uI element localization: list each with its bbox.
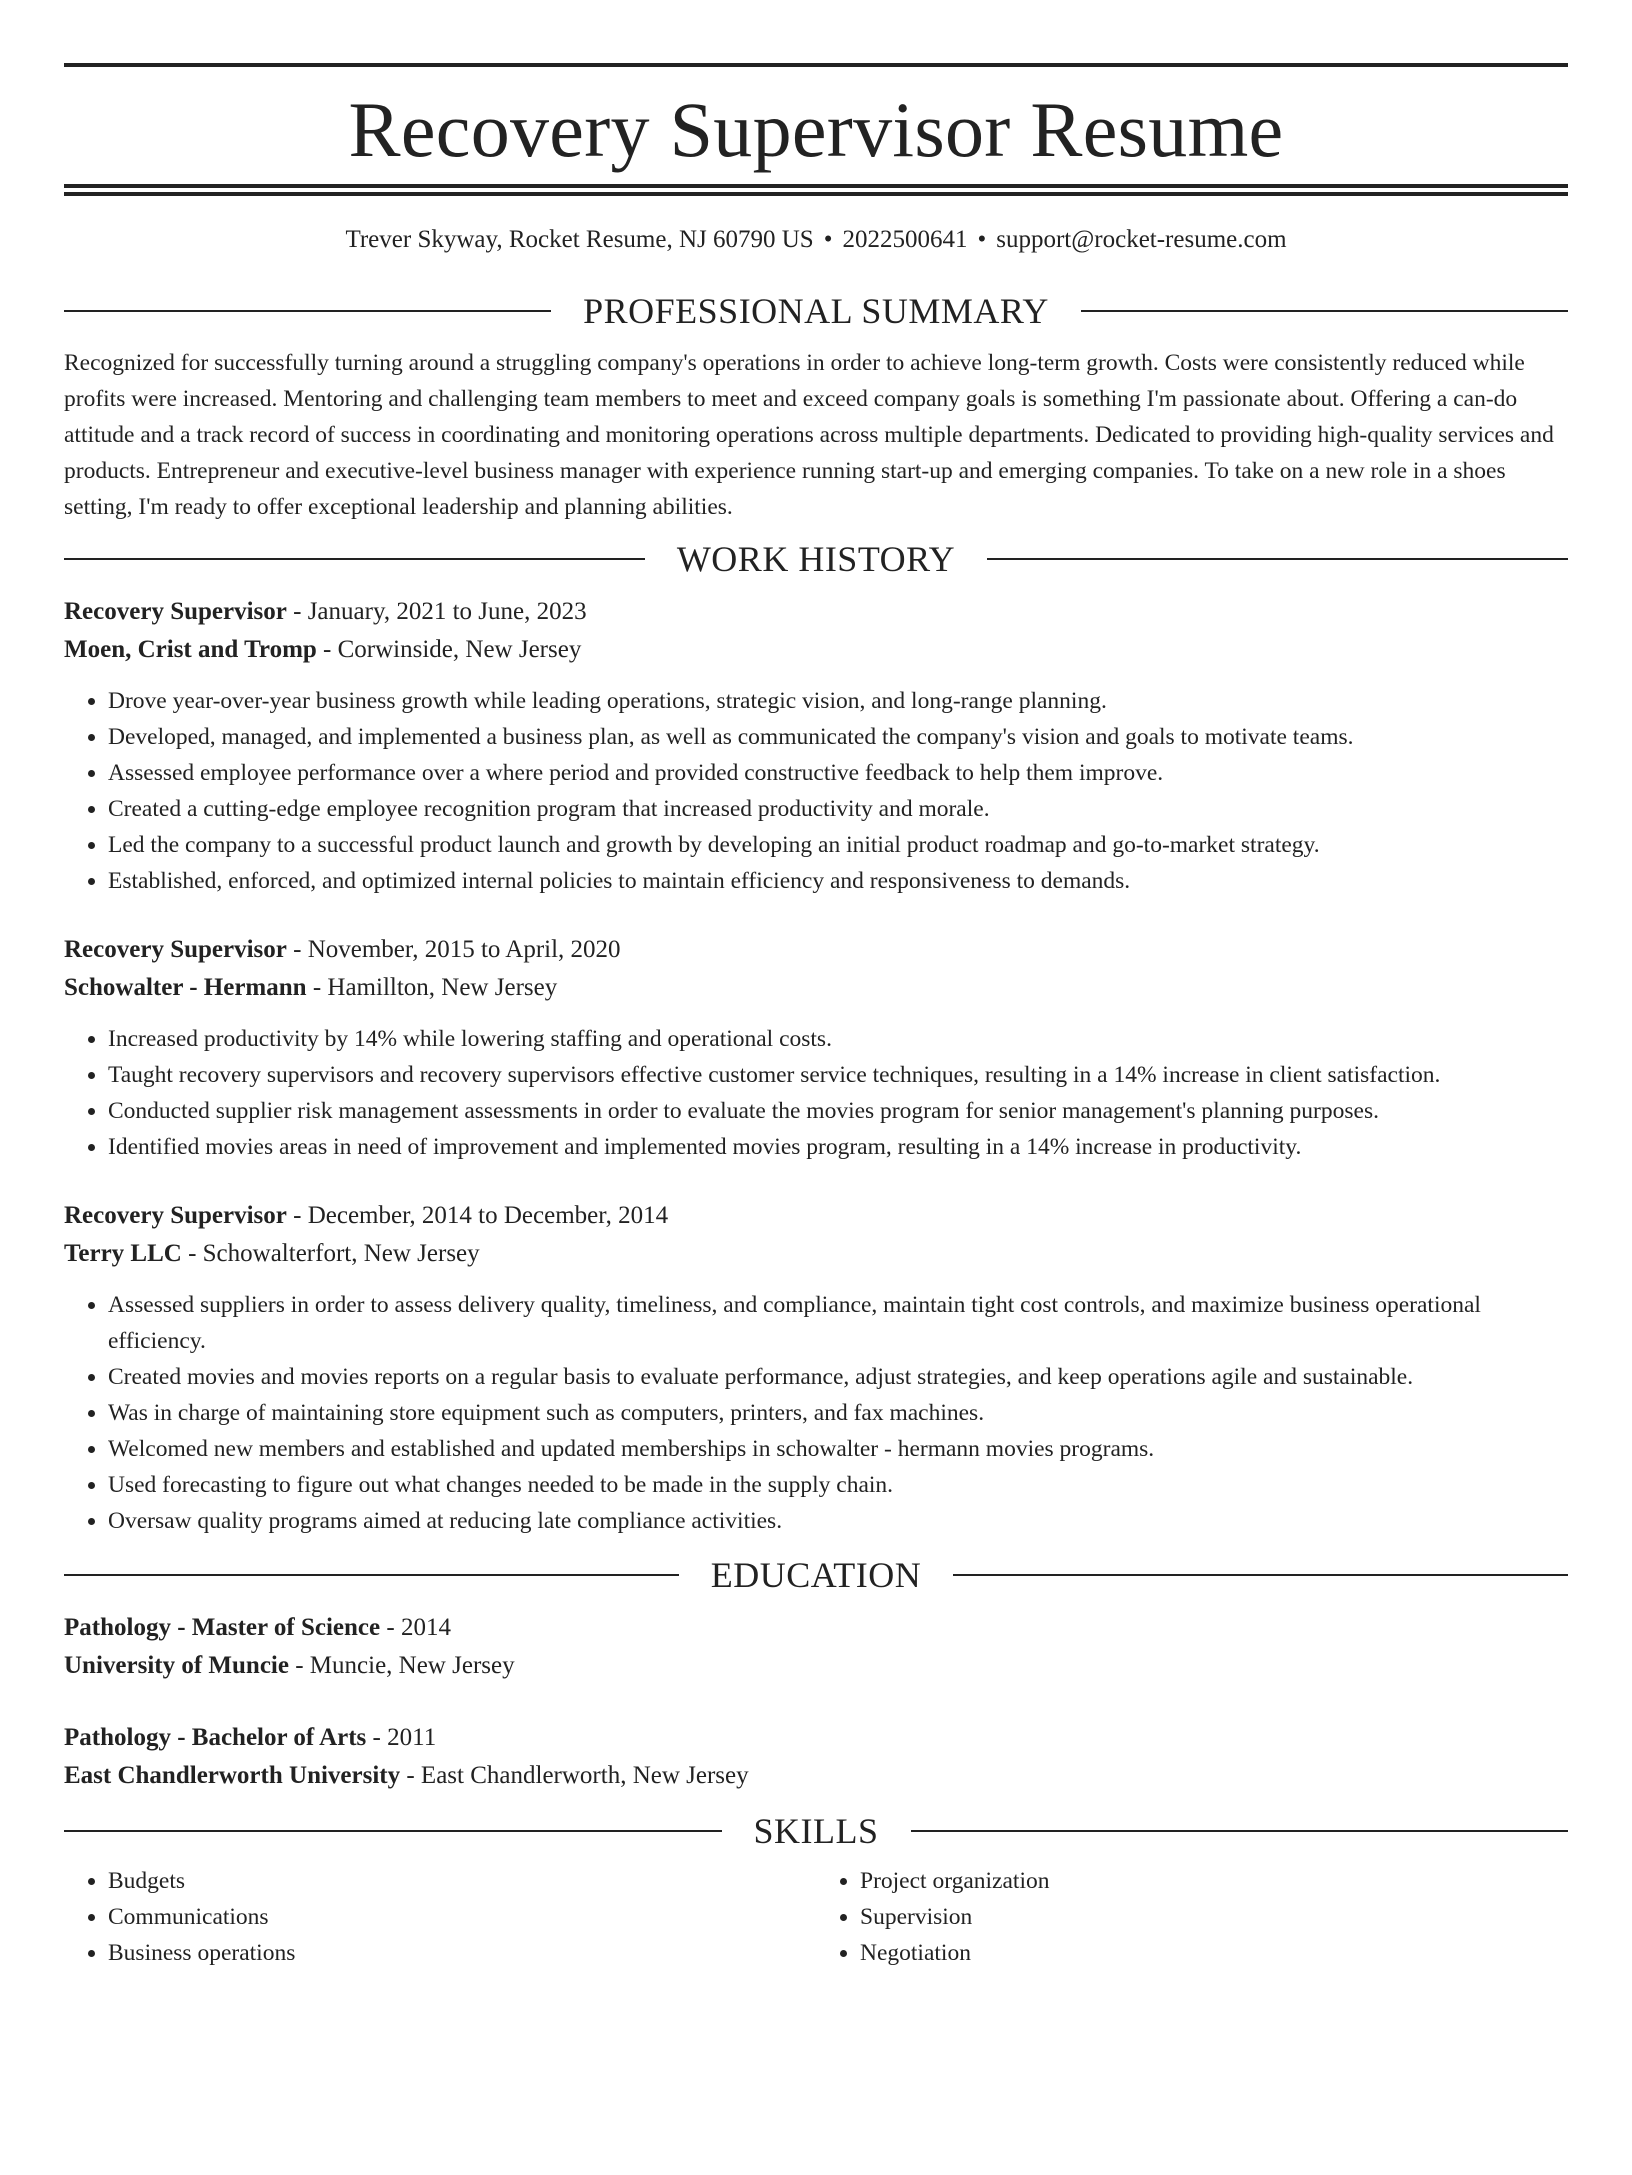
job-company-line [64,969,1568,1007]
education-school-line [64,1647,1568,1685]
list-item: • Increased productivity by 14% while lowering staffing and operational costs. [108,1021,1568,1057]
education-entry [64,1609,1568,1685]
list-item: • Developed, managed, and implemented a business plan, as well as communicated the company's vision and goals to motivate teams. [108,719,1568,755]
section-heading-label: EDUCATION [710,1555,922,1595]
job-title-line [64,1197,1568,1235]
job-title: Recovery Supervisor [64,598,287,625]
skills-list [64,1863,1568,1971]
contact-separator: • [823,226,833,253]
education-location: - East Chandlerworth, New Jersey [400,1762,749,1789]
contact-line [64,225,1568,255]
contact-address: Trever Skyway, Rocket Resume, NJ 60790 US [345,226,814,253]
list-item: • Drove year-over-year business growth while leading operations, strategic vision, and long-range planning. [108,683,1568,719]
job-bullets [64,1021,1568,1165]
job-location: - Schowalterfort, New Jersey [181,1240,480,1267]
education-degree: Pathology - Bachelor of Arts [64,1724,367,1751]
job-company: Schowalter - Hermann [64,974,307,1001]
contact-separator: • [977,226,987,253]
resume-page [0,63,1632,2175]
job-company-line [64,631,1568,669]
education-degree: Pathology - Master of Science [64,1614,381,1641]
job-title: Recovery Supervisor [64,1202,287,1229]
list-item: • Created a cutting-edge employee recognition program that increased productivity and morale. [108,791,1568,827]
job-location: - Hamillton, New Jersey [306,974,558,1001]
education-location: - Muncie, New Jersey [288,1652,515,1679]
job-entry [64,593,1568,899]
summary-paragraph: Recognized for successfully turning around a struggling company's operations in order to achieve long-term growth. Costs were consistently reduced while profits were increased. Mentoring and challenging team members to meet and exceed company goals is something I'm passionate about. Offering a can-do attitude and a track record of success in coordinating and monitoring operations across multiple departments. Dedicated to providing high-quality services and products. Entrepreneur and executive-level business manager with experience running start-up and emerging companies. To take on a new role in a shoes setting, I'm ready to offer exceptional leadership and planning abilities. [64,350,1554,520]
education-year: - 2014 [380,1614,451,1641]
job-dates: - December, 2014 to December, 2014 [286,1202,669,1229]
list-item: • Budgets [108,1863,816,1899]
list-item: • Assessed suppliers in order to assess delivery quality, timeliness, and compliance, maintain tight cost controls, and maximize business operational efficiency. [108,1287,1568,1359]
list-item: • Welcomed new members and established and updated memberships in schowalter - hermann movies programs. [108,1431,1568,1467]
job-title-line [64,931,1568,969]
job-company-line [64,1235,1568,1273]
list-item: • Business operations [108,1935,816,1971]
skills-column-right [816,1863,1568,1971]
job-title: Recovery Supervisor [64,936,287,963]
list-item: • Led the company to a successful product launch and growth by developing an initial product roadmap and go-to-market strategy. [108,827,1568,863]
title-double-rule [64,184,1568,196]
list-item: • Oversaw quality programs aimed at reducing late compliance activities. [108,1503,1568,1539]
list-item: • Established, enforced, and optimized internal policies to maintain efficiency and responsiveness to demands. [108,863,1568,899]
section-heading-work-history [64,539,1568,579]
list-item: • Conducted supplier risk management assessments in order to evaluate the movies program for senior management's planning purposes. [108,1093,1568,1129]
skills-column-left [64,1863,816,1971]
list-item: • Supervision [860,1899,1568,1935]
job-title-line [64,593,1568,631]
list-item: • Project organization [860,1863,1568,1899]
job-location: - Corwinside, New Jersey [316,636,582,663]
section-heading-summary [64,291,1568,331]
list-item: • Identified movies areas in need of improvement and implemented movies program, resulting in a 14% increase in productivity. [108,1129,1568,1165]
job-bullets [64,1287,1568,1539]
education-degree-line [64,1719,1568,1757]
section-heading-label: WORK HISTORY [676,539,956,579]
list-item: • Taught recovery supervisors and recovery supervisors effective customer service techniques, resulting in a 14% increase in client satisfaction. [108,1057,1568,1093]
job-company: Moen, Crist and Tromp [64,636,317,663]
list-item: • Negotiation [860,1935,1568,1971]
job-bullets [64,683,1568,899]
section-heading-education [64,1555,1568,1595]
page-title: Recovery Supervisor Resume [348,86,1284,173]
education-year: - 2011 [366,1724,437,1751]
list-item: • Assessed employee performance over a where period and provided constructive feedback to help them improve. [108,755,1568,791]
section-heading-label: SKILLS [753,1811,879,1851]
section-heading-skills [64,1811,1568,1851]
education-school: University of Muncie [64,1652,289,1679]
education-entry [64,1719,1568,1795]
contact-email: support@rocket-resume.com [996,226,1287,253]
job-dates: - November, 2015 to April, 2020 [286,936,621,963]
contact-phone: 2022500641 [842,226,968,253]
education-school-line [64,1757,1568,1795]
job-entry [64,1197,1568,1539]
education-degree-line [64,1609,1568,1647]
job-dates: - January, 2021 to June, 2023 [286,598,587,625]
education-school: East Chandlerworth University [64,1762,401,1789]
list-item: • Used forecasting to figure out what changes needed to be made in the supply chain. [108,1467,1568,1503]
list-item: • Communications [108,1899,816,1935]
list-item: • Created movies and movies reports on a regular basis to evaluate performance, adjust strategies, and keep operations agile and sustainable. [108,1359,1568,1395]
job-entry [64,931,1568,1165]
list-item: • Was in charge of maintaining store equipment such as computers, printers, and fax machines. [108,1395,1568,1431]
job-company: Terry LLC [64,1240,182,1267]
section-heading-label: PROFESSIONAL SUMMARY [583,291,1049,331]
